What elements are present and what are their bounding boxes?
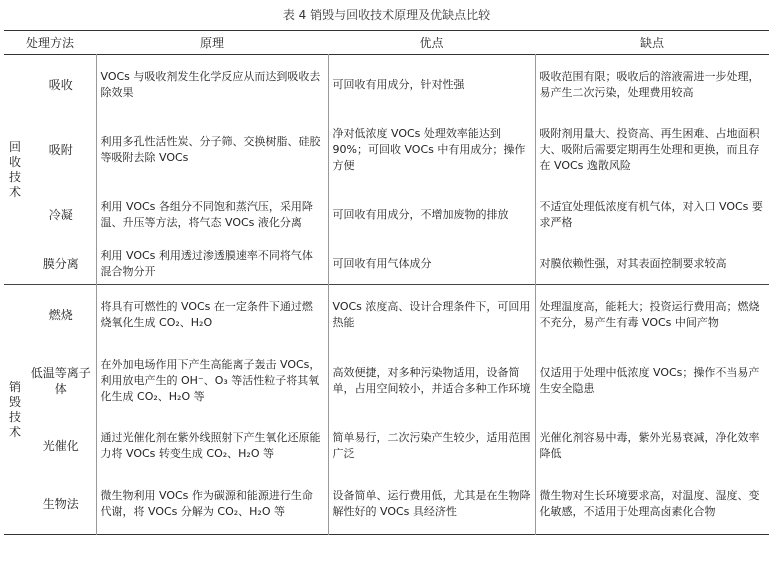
method-cell: 光催化: [42, 438, 79, 453]
advantages-cell: 可回收有用气体成分: [328, 245, 535, 285]
table-caption: 表 4 销毁与回收技术原理及优缺点比较: [282, 8, 491, 22]
method-cell: 膜分离: [42, 257, 79, 272]
method-cell: 吸收: [48, 77, 73, 92]
advantages-cell: VOCs 浓度高、设计合理条件下，可回用热能: [328, 285, 535, 345]
disadvantages-cell: 吸附剂用量大、投资高、再生困难、占地面积大、吸附后需要定期再生处理和更换，而且存在 VOCs 逸散风险: [539, 126, 760, 172]
table-row: [4, 285, 769, 345]
principle-cell: 利用多孔性活性炭、分子筛、交换树脂、硅胶等吸附去除 VOCs: [96, 115, 328, 185]
header-method: 处理方法: [26, 35, 75, 50]
method-cell: 冷凝: [48, 207, 73, 222]
method-cell: 燃烧: [48, 307, 73, 322]
table-row: [4, 475, 769, 535]
disadvantages-cell: 对膜依赖性强，对其表面控制要求较高: [539, 257, 727, 271]
recycle-group: [4, 55, 769, 285]
category-destroy: 销毁技术: [8, 379, 21, 439]
destroy-group: [4, 285, 769, 535]
table-row: [4, 55, 769, 115]
principle-cell: 将具有可燃性的 VOCs 在一定条件下通过燃烧氧化生成 CO₂、H₂O: [96, 285, 328, 345]
disadvantages-cell: 不适宜处理低浓度有机气体，对入口 VOCs 要求严格: [539, 199, 763, 229]
advantages-cell: 简单易行，二次污染产生较少，适用范围广泛: [328, 417, 535, 475]
method-cell: 生物法: [42, 497, 79, 512]
method-cell: 低温等离子体: [30, 365, 91, 396]
disadvantages-cell: 仅适用于处理中低浓度 VOCs；操作不当易产生安全隐患: [539, 365, 760, 395]
advantages-cell: 可回收有用成分，不增加废物的排放: [328, 185, 535, 245]
principle-cell: 微生物利用 VOCs 作为碳源和能源进行生命代谢，将 VOCs 分解为 CO₂、H₂O 等: [96, 475, 328, 535]
header-principle: 原理: [200, 35, 225, 50]
table-row: [4, 115, 769, 185]
comparison-table: [4, 30, 769, 535]
disadvantages-cell: 光催化剂容易中毒，紫外光易衰减，净化效率降低: [539, 430, 760, 460]
category-recycle: 回收技术: [8, 139, 21, 199]
header-disadvantages: 缺点: [640, 35, 665, 50]
advantages-cell: 设备简单、运行费用低，尤其是在生物降解性好的 VOCs 具经济性: [328, 475, 535, 535]
advantages-cell: 可回收有用成分，针对性强: [328, 55, 535, 115]
principle-cell: VOCs 与吸收剂发生化学反应从而达到吸收去除效果: [96, 55, 328, 115]
table-row: [4, 345, 769, 417]
disadvantages-cell: 微生物对生长环境要求高，对温度、湿度、变化敏感，不适用于处理高卤素化合物: [539, 489, 760, 519]
table-row: [4, 417, 769, 475]
disadvantages-cell: 处理温度高，能耗大；投资运行费用高；燃烧不充分，易产生有毒 VOCs 中间产物: [539, 299, 760, 329]
header-row: [4, 31, 769, 55]
table-row: [4, 185, 769, 245]
principle-cell: 通过光催化剂在紫外线照射下产生氧化还原能力将 VOCs 转变生成 CO₂、H₂O 等: [96, 417, 328, 475]
disadvantages-cell: 吸收范围有限；吸收后的溶液需进一步处理，易产生二次污染，处理费用较高: [539, 69, 760, 99]
method-cell: 吸附: [48, 142, 73, 157]
principle-cell: 利用 VOCs 利用透过渗透膜速率不同将气体混合物分开: [96, 245, 328, 285]
advantages-cell: 高效便捷，对多种污染物适用，设备简单，占用空间较小，并适合多种工作环境: [328, 345, 535, 417]
table-row: [4, 245, 769, 285]
header-advantages: 优点: [419, 35, 444, 50]
advantages-cell: 净对低浓度 VOCs 处理效率能达到 90%；可回收 VOCs 中有用成分；操作方便: [328, 115, 535, 185]
principle-cell: 在外加电场作用下产生高能离子轰击 VOCs，利用放电产生的 OH⁻、O₃ 等活性粒子将其氧化生成 CO₂、H₂O 等: [96, 345, 328, 417]
principle-cell: 利用 VOCs 各组分不同饱和蒸汽压，采用降温、升压等方法，将气态 VOCs 液化分离: [96, 185, 328, 245]
